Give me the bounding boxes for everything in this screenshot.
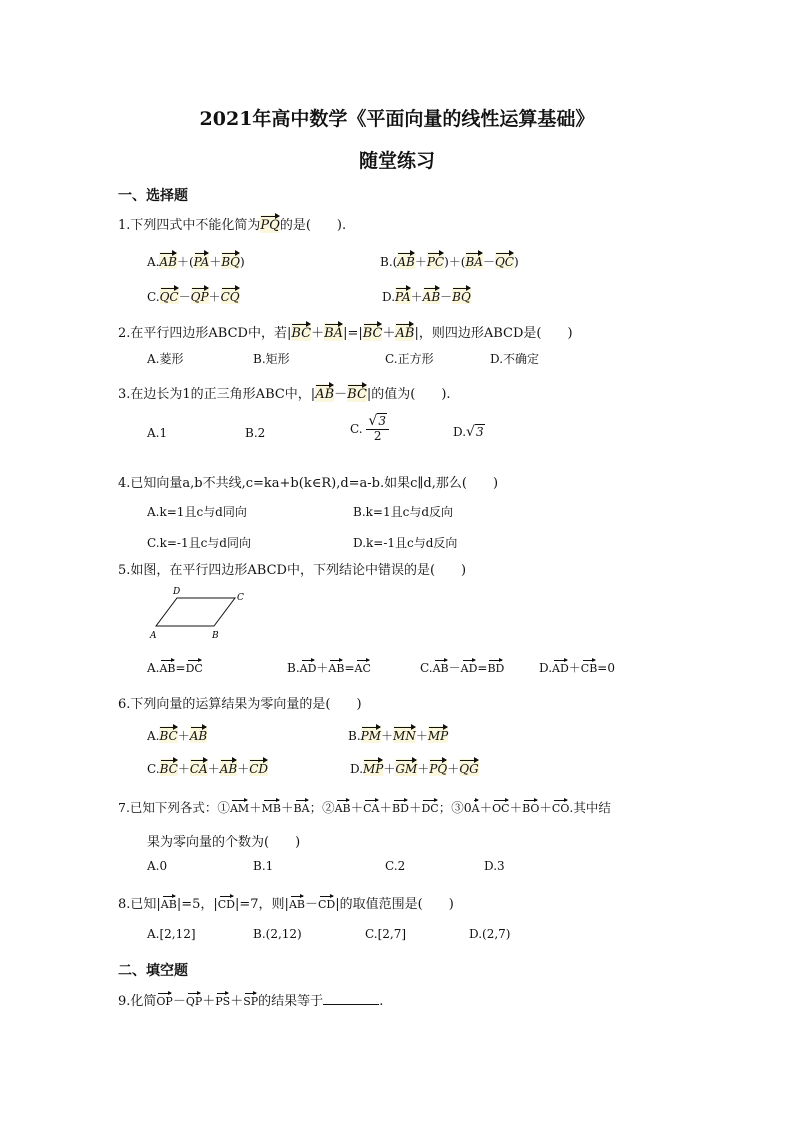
q4-option-a: A.k=1且c与d同向 <box>147 505 247 519</box>
q8-option-c: C.[2,7] <box>365 927 407 941</box>
vertex-label-a: A <box>150 631 157 641</box>
page-subtitle: 随堂练习 <box>358 150 435 172</box>
q3-option-c: C. $\frac{√3}{2}$ <box>350 414 389 444</box>
q6-option-b: B.PM＋MN＋MP <box>348 726 448 744</box>
q7-option-a: A.0 <box>147 859 168 873</box>
question-4: 4.已知向量a,b不共线,c=ka+b(k∈R),d=a-b.如果c∥d,那么( ) <box>118 476 499 491</box>
q5-option-c: C.AB－AD=BD <box>420 661 505 675</box>
q3-option-d: D.√3 <box>453 424 484 440</box>
parallelogram-figure <box>140 583 250 645</box>
q1-option-a: A.AB＋(PA＋BQ) <box>147 252 245 270</box>
q5-option-d: D.AD＋CB=0 <box>539 661 615 675</box>
q5-option-b: B.AD＋AB=AC <box>287 661 371 675</box>
question-3: 3.在边长为1的正三角形ABC中，|AB－BC|的值为( ). <box>118 383 451 402</box>
vertex-label-c: C <box>237 593 244 603</box>
q7-option-c: C.2 <box>385 859 406 873</box>
fraction-sqrt3-over-2: $\frac{√3}{2}$ <box>366 414 389 444</box>
q8-option-a: A.[2,12] <box>147 927 196 941</box>
answer-blank[interactable] <box>323 1004 379 1005</box>
q1-option-d: D.PA＋AB－BQ <box>382 287 471 305</box>
page-title: 2021年高中数学《平面向量的线性运算基础》 <box>199 108 595 130</box>
question-7-line2: 果为零向量的个数为( ) <box>147 835 301 850</box>
q4-option-c: C.k=-1且c与d同向 <box>147 536 251 550</box>
parallelogram-shape <box>156 598 235 626</box>
vertex-label-d: D <box>173 587 181 597</box>
q2-option-c: C.正方形 <box>385 352 434 366</box>
question-5: 5.如图，在平行四边形ABCD中，下列结论中错误的是( ) <box>118 563 467 578</box>
q4-option-b: B.k=1且c与d反向 <box>353 505 453 519</box>
q6-option-c: C.BC＋CA＋AB＋CD <box>147 759 268 777</box>
question-8: 8.已知|AB|=5，|CD|=7，则|AB－CD|的取值范围是( ) <box>118 897 454 912</box>
q2-option-b: B.矩形 <box>253 352 290 366</box>
q1-option-b: B.(AB＋PC)＋(BA－QC) <box>380 252 519 270</box>
q2-option-d: D.不确定 <box>490 352 540 366</box>
q1-option-c: C.QC－QP＋CQ <box>147 287 240 305</box>
q3-option-b: B.2 <box>245 426 266 440</box>
section-choice-heading: 一、选择题 <box>118 188 188 204</box>
q7-option-d: D.3 <box>484 859 505 873</box>
q4-option-d: D.k=-1且c与d反向 <box>353 536 458 550</box>
vertex-label-b: B <box>212 631 219 641</box>
section-fill-heading: 二、填空题 <box>118 963 188 979</box>
question-7: 7.已知下列各式：①AM＋MB＋BA；②AB＋CA＋BD＋DC；③0A＋OC＋BO＋CO.其中结 <box>118 800 611 815</box>
q8-option-b: B.(2,12) <box>253 927 302 941</box>
q3-option-a: A.1 <box>147 426 168 440</box>
q7-option-b: B.1 <box>253 859 274 873</box>
q2-option-a: A.菱形 <box>147 352 184 366</box>
q6-option-a: A.BC＋AB <box>147 726 207 744</box>
q6-option-d: D.MP＋GM＋PQ＋QG <box>350 759 479 777</box>
question-1: 1.下列四式中不能化简为PQ的是( ). <box>118 214 346 233</box>
question-9: 9.化简OP－QP＋PS＋SP的结果等于 . <box>118 994 384 1009</box>
q5-option-a: A.AB=DC <box>147 661 203 675</box>
question-2: 2.在平行四边形ABCD中，若|BC＋BA|=|BC＋AB|，则四边形ABCD是( ) <box>118 322 573 341</box>
q8-option-d: D.(2,7) <box>469 927 511 941</box>
question-6: 6.下列向量的运算结果为零向量的是( ) <box>118 697 362 712</box>
